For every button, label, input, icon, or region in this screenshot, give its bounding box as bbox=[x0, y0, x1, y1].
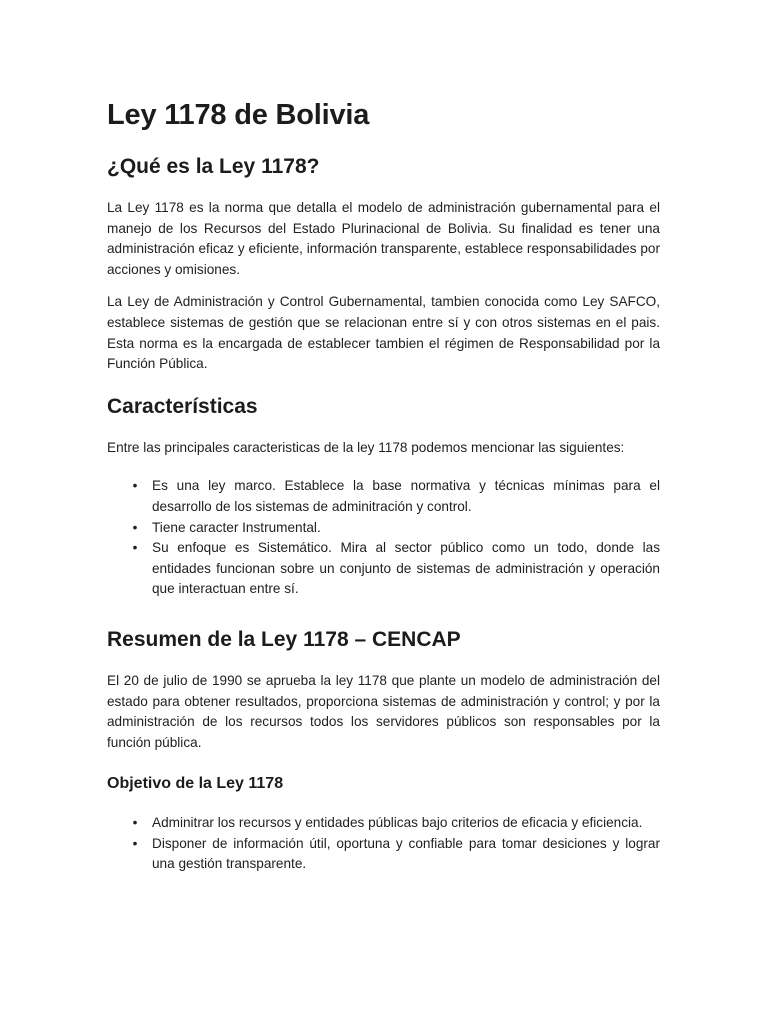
list-item bbox=[107, 538, 660, 600]
list-item bbox=[107, 834, 660, 875]
bullet-icon: • bbox=[132, 478, 138, 494]
heading-objetivo: Objetivo de la Ley 1178 bbox=[107, 775, 284, 793]
heading-que-es: ¿Qué es la Ley 1178? bbox=[107, 155, 320, 178]
heading-resumen: Resumen de la Ley 1178 – CENCAP bbox=[107, 627, 461, 651]
bullet-icon: • bbox=[132, 519, 138, 535]
document-page bbox=[107, 96, 660, 893]
list-caracteristicas bbox=[107, 476, 660, 600]
list-item-text: Adminitrar los recursos y entidades públicas bajo criterios de eficacia y eficiencia. bbox=[152, 815, 643, 831]
document-title: Ley 1178 de Bolivia bbox=[107, 99, 370, 131]
list-objetivos bbox=[107, 813, 660, 875]
list-item bbox=[107, 813, 660, 834]
list-item-text: Su enfoque es Sistemático. Mira al sector público como un todo, donde las entidades funcionan sobre un conjunto de sistemas de administración y operación que interactuan entre sí. bbox=[152, 540, 660, 597]
list-item-text: Disponer de información útil, oportuna y confiable para tomar desiciones y lograr una gestión transparente. bbox=[152, 835, 660, 872]
list-item bbox=[107, 518, 660, 539]
paragraph-resumen: El 20 de julio de 1990 se aprueba la ley 1178 que plante un modelo de administración del estado para obtener resultados, proporciona sistemas de administración y control; y por la administración de los recursos todos los servidores públicos son responsables por la función pública. bbox=[107, 672, 660, 750]
heading-caracteristicas: Características bbox=[107, 394, 258, 418]
bullet-icon: • bbox=[132, 815, 138, 831]
list-item-text: Tiene caracter Instrumental. bbox=[152, 519, 321, 535]
bullet-icon: • bbox=[132, 540, 138, 556]
paragraph-safco: La Ley de Administración y Control Gubernamental, tambien conocida como Ley SAFCO, establece sistemas de gestión que se relacionan entre sí y con otros sistemas en el pais. Esta norma es la encargada de establecer tambien el régimen de Responsabilidad por la Función Pública. bbox=[107, 294, 660, 372]
list-item-text: Es una ley marco. Establece la base normativa y técnicas mínimas para el desarrollo de los sistemas de adminitración y control. bbox=[152, 478, 660, 514]
bullet-icon: • bbox=[132, 835, 138, 851]
paragraph-definition: La Ley 1178 es la norma que detalla el modelo de administración gubernamental para el manejo de los Recursos del Estado Plurinacional de Bolivia. Su finalidad es tener una administración eficaz y eficiente, información transparente, establece responsabilidades por acciones y omisiones. bbox=[107, 200, 660, 277]
list-item bbox=[107, 476, 660, 517]
paragraph-caracteristicas-intro: Entre las principales caracteristicas de la ley 1178 podemos mencionar las siguientes: bbox=[107, 439, 625, 455]
